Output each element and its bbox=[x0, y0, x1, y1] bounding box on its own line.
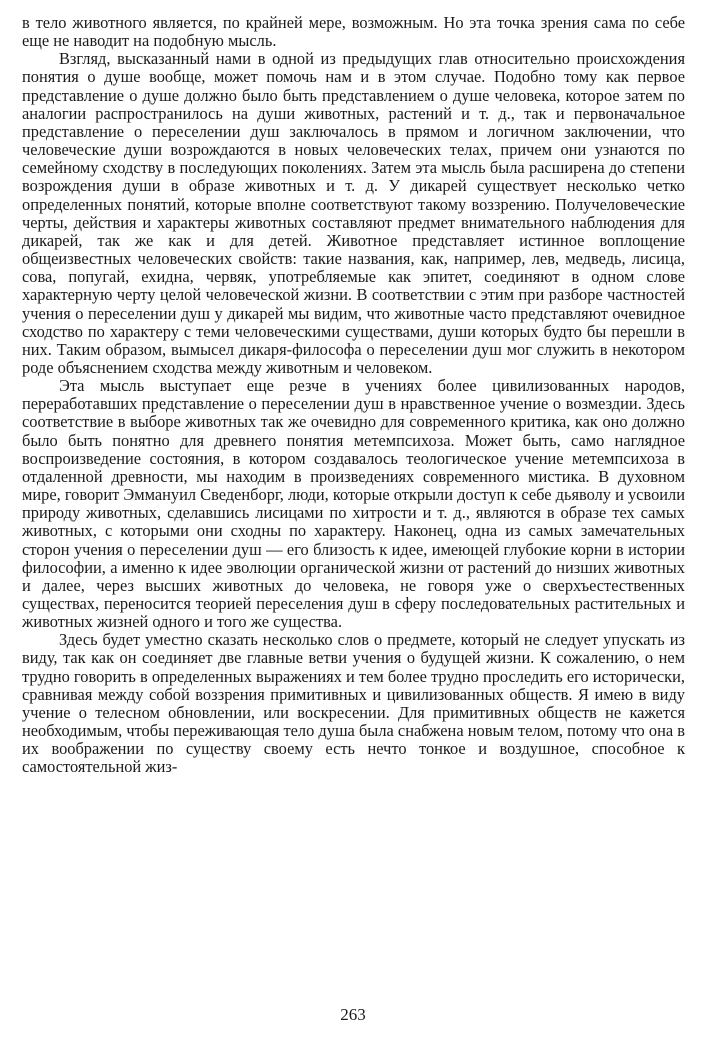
paragraph-continuation: в тело животного является, по крайней мере, возможным. Но эта точка зрения сама по себе еще не наводит на подобную мысль. bbox=[22, 13, 685, 51]
paragraph-civilized-peoples: Эта мысль выступает еще резче в учениях более цивилизованных народов, переработавших представление о переселении душ в нравственное учение о возмездии. Здесь соответствие в выборе животных так же очевидно для современного критика, как оно должно было быть понятно для древнего понятия метемпсихоза. Может быть, само наглядное воспроизведение состояния, в котором создавалось теологическое учение метемпсихоза в отдаленной древности, мы находим в произведениях современного мистика. В духовном мире, говорит Эммануил Сведенборг, люди, которые открыли доступ к себе дьяволу и усвоили природу животных, сделавшись лисицами по хитрости и т. д., являются в образе тех самых животных, с которыми они сходны по характеру. Наконец, одна из самых замечательных сторон учения о переселении душ — его близость к идее, имеющей глубокие корни в истории философии, а именно к идее эволюции органической жизни от растений до низших животных и далее, через высших животных до человека, не говоря уже о сверхъестественных существах, переносится теорией переселения душ в сферу последовательных растительных и животных жизней одного и того же существа. bbox=[22, 376, 685, 632]
page-number: 263 bbox=[340, 1005, 366, 1024]
paragraph-resurrection: Здесь будет уместно сказать несколько слов о предмете, который не следует упускать из виду, так как он соединяет две главные ветви учения о будущей жизни. К сожалению, о нем трудно говорить в определенных выражениях и тем более трудно проследить его исторически, сравнивая между собой воззрения примитивных и цивилизованных обществ. Я имею в виду учение о телесном обновлении, или воскресении. Для примитивных обществ не кажется необходимым, чтобы переживающая тело душа была снабжена новым телом, потому что она в их воображении по существу своему есть нечто тонкое и воздушное, способное к самостоятельной жиз- bbox=[22, 630, 685, 777]
paragraph-soul-origin: Взгляд, высказанный нами в одной из предыдущих глав относительно происхождения понятия о душе вообще, может помочь нам и в этом случае. Подобно тому как первое представление о душе должно было быть представлением о душе человека, которое затем по аналогии распространилось на души животных, растений и т. д., так и первоначальное представление о переселении душ заключалось в прямом и логичном заключении, что человеческие души возрождаются в новых человеческих телах, причем они узнаются по семейному сходству в последующих поколениях. Затем эта мысль была расширена до степени возрождения души в образе животных и т. д. У дикарей существует несколько четко определенных понятий, которые вполне соответствуют такому воззрению. Получеловеческие черты, действия и характеры животных составляют предмет внимательного наблюдения для дикарей, так же как и для детей. Животное представляет истинное воплощение общеизвестных человеческих свойств: такие названия, как, например, лев, медведь, лисица, сова, попугай, ехидна, червяк, употребляемые как эпитет, соединяют в одном слове характерную черту целой человеческой жизни. В соответствии с этим при разборе частностей учения о переселении душ у дикарей мы видим, что животные часто представляют очевидное сходство по характеру с теми человеческими существами, души которых будто бы перешли в них. Таким образом, вымысел дикаря-философа о переселении душ мог служить в некотором роде объяснением сходства между животным и человеком. bbox=[22, 49, 685, 377]
page-text-block bbox=[22, 14, 685, 777]
